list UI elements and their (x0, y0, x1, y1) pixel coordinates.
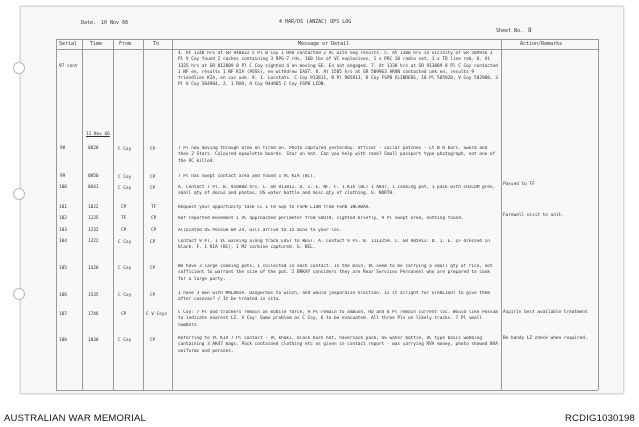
time-cell: 1830 (88, 338, 99, 343)
archive-credit: AUSTRALIAN WAR MEMORIAL (4, 413, 147, 424)
from-cell: C Coy (118, 338, 132, 343)
message-cell: I have 3 men with MALARIA. Dangerous to winch, and would jeopardise election. Is it alright for STARLIGHT to give them after casevac? / It be treated in situ. (178, 291, 490, 303)
serial-cell: 106 (59, 293, 67, 298)
serial-cell: 99 (60, 174, 66, 179)
message-cell: C Coy: 7 Pl and trackers remain as mobile force, 9 Pl remain to ambush, HQ and 8 Pl remain current loc. Would like Possum to indicate nearest LZ. V Coy: Same problem as C Coy, 6 to be evacuated. All three Pls on likely tracks. 7 Pl small numbers. (178, 310, 498, 328)
time-cell: 0020 (88, 146, 99, 151)
binder-hole (13, 62, 25, 74)
from-cell: CP (121, 312, 127, 317)
serial-cell: 103 (59, 228, 67, 233)
message-cell: We have 3 large cooking pots, 1 collected in each contact. In the main, VC seem to be carrying a small qty of rice, not sufficient to warrant the size of the pot. 2 BRKAY considers they are Rear Services Personnel who are prepared to cook for a large party. (178, 264, 493, 282)
date-label: Date. (81, 20, 97, 26)
column-rule (501, 39, 502, 390)
to-cell: CP (150, 293, 156, 298)
message-cell: 4. At 1240 hrs at GR 940832 5 Pl B Coy 1 RAR contacted 2 VC with neg results. 5. At 1300 hrs in vicinity of GR 509916 3 Pl V Coy found 2 caches containing 3 RPG-7 rds, 160 lbs of VC explosives, 1 x PRC 10 radio set, 1 x TD line reb. 6. At 1325 hrs at GR 812809 8 Pl C Coy sighted 4 en moving SE. En not engaged. 7. At 1330 hrs at GR 913809 8 Pl C Coy contacted 1 NF en, results 1 NF KIA (POSS), en withdrew EAST. 8. At 1505 hrs at GR 509963 ARVN contacted unk en, results 9 friendlies KIA, en cas unk. 9. 1. Locstats. C Coy 913811, B Pl 905913, D Coy FSPB FLINDERS, 10 Pl 505920, V Coy 502908, 3 Pl V Coy 504904, 2. 1 RAR, A Coy 944905 C Coy FSPB LION. (178, 51, 498, 88)
col-header-to: To (153, 41, 160, 47)
column-rule (143, 39, 144, 390)
message-cell: 7 Pl has swept contact area and found 1 VC KIA (BC). (178, 174, 316, 179)
serial-cell: 97 cont (59, 64, 78, 69)
to-cell: CP (150, 186, 156, 191)
table-bottom-rule (56, 390, 598, 391)
time-cell: 1746 (88, 312, 99, 317)
action-cell: Be handy LZ check when required. (503, 336, 588, 341)
message-cell: Request your opportunity task CC 1 Fd Sqn to FSPB LION from FSPB INCHBAR. (178, 205, 371, 210)
time-cell: 1322 (88, 239, 99, 244)
record-id: RCDIG1030198 (565, 413, 635, 424)
col-header-time: Time (90, 41, 103, 47)
to-cell: CP (150, 266, 156, 271)
serial-cell: 104 (59, 239, 67, 244)
from-cell: C Coy (118, 293, 132, 298)
date-value: 10 Nov 66 (101, 20, 129, 26)
log-title: 4 HAR/DS (ANZAC) OPS LOG (279, 19, 352, 25)
to-cell: TF (151, 205, 157, 210)
column-rule (113, 39, 114, 390)
sheet-number-label: Sheet No. (496, 28, 524, 34)
serial-cell: 98 (60, 146, 66, 151)
time-cell: 0050 (88, 174, 99, 179)
serial-cell: 105 (59, 266, 67, 271)
binder-hole (13, 288, 25, 300)
column-rule (598, 39, 599, 390)
col-header-message: Message or Detail (298, 41, 350, 47)
action-cell: Farewell visit to unit. (503, 213, 564, 218)
col-header-serial: Serial (59, 41, 78, 47)
col-header-from: From (119, 41, 132, 47)
from-cell: CP (121, 205, 127, 210)
message-cell: Ref reported movement 1 VC approached perimeter from SOUTH, sighted briefly, 9 Pl swept area, nothing found. (178, 216, 464, 221)
to-cell: CP (150, 240, 156, 245)
serial-cell: 102 (59, 216, 67, 221)
from-cell: C Coy (118, 175, 132, 180)
action-cell: Passed to TF (503, 182, 535, 187)
to-cell: CP (150, 338, 156, 343)
time-cell: 1225 (88, 216, 99, 221)
to-cell: CP (151, 228, 157, 233)
header-rule (56, 49, 598, 50)
message-cell: Allocated US Possum BA 24, will arrive to 15 mins to your loc. (178, 228, 342, 233)
message-cell: A. Contact 7 Pl. B. 910800 hrs. C. GR 913811. D. 2. E. NF. F. 1 KIA (BC) 1 AK47, 1 cooking pot, 1 pack with CHICOM gren, small qty of docus and photos, US water bottle and misc.qty of clothing. G. NORTH. (178, 185, 496, 197)
to-cell: CP (150, 147, 156, 152)
message-cell: Contact 9 Pl. 1 VC walking along track EAST to WEST. A. Contact 9 Pl. B. 111325H. C. GR 905913. D. 1. E. LF dressed in black. F. 1 KIA (BC), 1 M2 carbine captured. G. NIL. (178, 239, 490, 251)
from-cell: C Coy (118, 147, 132, 152)
column-rule (56, 39, 57, 390)
column-rule (172, 39, 173, 390)
from-cell: C Coy (118, 240, 132, 245)
from-cell: CP (121, 228, 127, 233)
from-cell: C Coy (118, 266, 132, 271)
from-cell: C Coy (118, 186, 132, 191)
serial-cell: 101 (59, 205, 67, 210)
message-cell: Referring to VC KIA 7 Pl contact - VC khaki, black bush hat, haversack pack, US water bottle, VC type basic webbing containing 3 AK47 mags. Pack contained clothing etc as given in contact report - was carrying RVA money, photo showed NVA uniforms and persons. (178, 336, 498, 354)
column-rule (82, 39, 83, 390)
from-cell: TF (121, 216, 127, 221)
time-cell: 1428 (88, 266, 99, 271)
to-cell: CP (151, 216, 157, 221)
date-marker: 11 Nov 66 (86, 132, 110, 137)
time-cell: 1535 (88, 293, 99, 298)
sheet-number-value: 8 (528, 27, 532, 34)
message-cell: 7 Pl now moving through area en fired on. Photo captured yesterday. Officer - collar patches - Lt N R bars. Sword and then 2 Stars. Coloured epaulette boards. Star on hat. Can you help with rank? Small passport type photograph, not one of the VC killed. (178, 146, 496, 164)
time-cell: 1232 (88, 228, 99, 233)
col-header-action: Action/Remarks (520, 41, 563, 47)
table-top-rule (56, 39, 598, 40)
action-cell: Aspirin best available treatment (503, 310, 588, 315)
serial-cell: 107 (59, 312, 67, 317)
serial-cell: 108 (59, 338, 67, 343)
time-cell: 0641 (88, 185, 99, 190)
to-cell: CP (150, 175, 156, 180)
to-cell: C V Coys (146, 312, 168, 317)
binder-hole (13, 188, 25, 200)
serial-cell: 100 (59, 185, 67, 190)
time-cell: 1022 (88, 205, 99, 210)
